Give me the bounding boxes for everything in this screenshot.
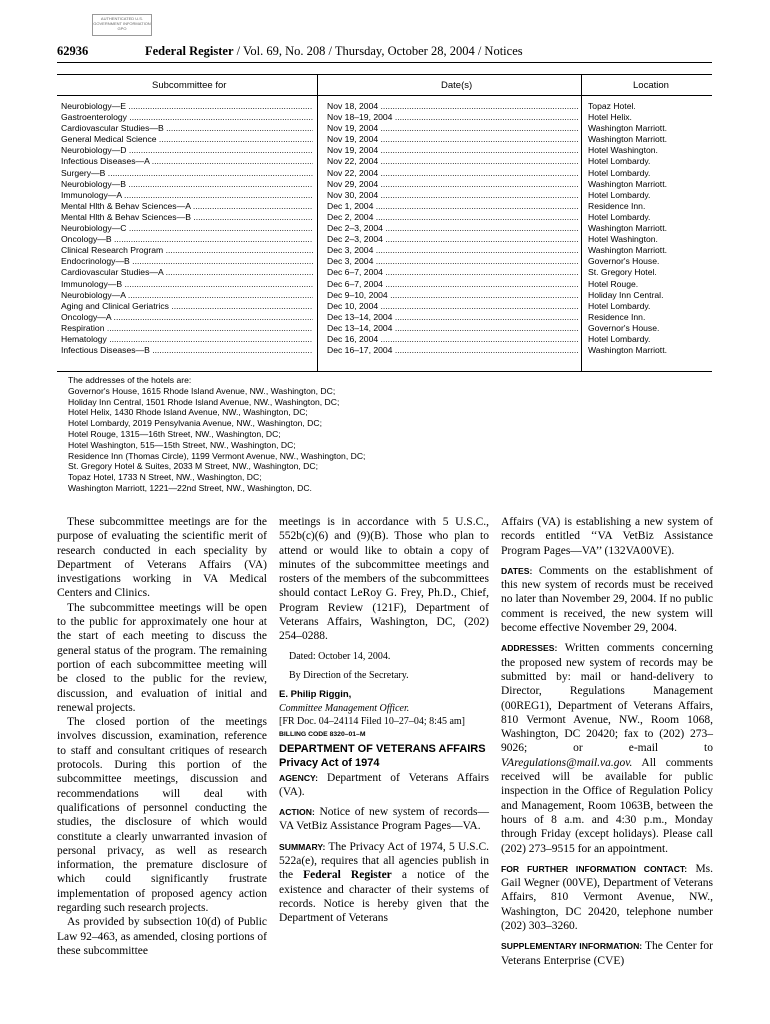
paragraph: Affairs (VA) is establishing a new system of records entitled ‘‘VA VetBiz Assistance Program Pages—VA’’ (132VA00VE). (501, 516, 713, 557)
date-cell: Dec 3, 2004 ..... (327, 256, 578, 267)
location-cell: Hotel Lombardy. (588, 300, 651, 311)
agency-field (279, 771, 489, 800)
paragraph: As provided by subsection 10(d) of Public Law 92–463, as amended, closing portions of these subcommittee (57, 916, 267, 957)
date-cell: Nov 19, 2004 ..... (327, 134, 578, 145)
addresses-intro: The addresses of the hotels are: (68, 375, 192, 385)
subcommittee-cell: Neurobiology—D ..... (61, 145, 313, 156)
agency-value: Department of Veterans Affairs (VA). (279, 771, 490, 798)
supplementary-field (501, 939, 713, 968)
subcommittee-cell: Aging and Clinical Geriatrics ..... (61, 301, 313, 312)
summary-field (279, 840, 489, 926)
journal-name: Federal Register (145, 44, 234, 58)
table-row (57, 145, 712, 156)
subcommittee-cell: Infectious Diseases—A ..... (61, 156, 313, 167)
table-header (57, 75, 712, 96)
subcommittee-cell: Oncology—B ..... (61, 234, 313, 245)
supplementary-label: SUPPLEMENTARY INFORMATION: (501, 941, 643, 952)
addresses-field (501, 641, 713, 855)
date-cell: Dec 16–17, 2004 ..... (327, 345, 578, 356)
hotel-address-line: Hotel Lombardy, 2019 Pensylvania Avenue, NW., Washington, DC; (68, 418, 322, 429)
location-cell: Hotel Washington. (588, 145, 658, 156)
hotel-address-line: Washington Marriott, 1221—22nd Street, NW., Washington, DC. (68, 482, 312, 493)
location-cell: Hotel Lombardy. (588, 167, 651, 178)
subcommittee-cell: Infectious Diseases—B ..... (61, 345, 313, 356)
table-row (57, 323, 712, 334)
location-cell: Hotel Helix. (588, 112, 632, 123)
location-cell: Topaz Hotel. (588, 101, 636, 111)
direction-line: By Direction of the Secretary. (289, 669, 409, 681)
location-cell: Washington Marriott. (588, 245, 667, 256)
issue-info: / Vol. 69, No. 208 / Thursday, October 28, 2004 / Notices (233, 44, 523, 58)
subcommittee-cell: Neurobiology—E ..... (61, 101, 313, 112)
dates-value: Comments on the establishment of this new system of records must be received no later than November 29, 2004. If no public comment is received, the new system will become effective November 29, 2004. (501, 564, 714, 635)
table-row (57, 201, 712, 212)
table-row (57, 267, 712, 278)
email-address[interactable]: VAregulations@mail.va.gov. (501, 756, 633, 769)
location-cell: Holiday Inn Central. (588, 289, 664, 300)
hotel-address-line: Residence Inn (Thomas Circle), 1199 Vermont Avenue, NW., Washington, DC; (68, 450, 366, 461)
subcommittee-cell: Mental Hlth & Behav Sciences—A ..... (61, 201, 313, 212)
column-header: Date(s) (441, 80, 473, 91)
table-row (57, 168, 712, 179)
paragraph: These subcommittee meetings are for the purpose of evaluating the scientific merit of research conducted in each speciality by Department of Veterans Affairs (VA) investigations working in VA Medical Centers and Clinics. (57, 516, 267, 600)
contact-value: Ms. Gail Wegner (00VE), Department of Veterans Affairs, 810 Vermont Avenue, NW., Washington, DC 20420, telephone number (202) 303–3260. (501, 862, 714, 933)
date-cell: Dec 9–10, 2004 ..... (327, 290, 578, 301)
table-row (57, 212, 712, 223)
subcommittee-cell: Immunology—B ..... (61, 279, 313, 290)
hotel-address-line: Holiday Inn Central, 1501 Rhode Island Avenue, NW., Washington, DC; (68, 396, 340, 407)
dates-field (501, 564, 713, 635)
hotel-address-line: Hotel Rouge, 1315—16th Street, NW., Washington, DC; (68, 428, 281, 439)
running-title (145, 44, 523, 59)
date-cell: Dec 6–7, 2004 ..... (327, 267, 578, 278)
date-cell: Dec 16, 2004 ..... (327, 334, 578, 345)
location-cell: Washington Marriott. (588, 134, 667, 145)
table-row (57, 290, 712, 301)
location-cell: Hotel Washington. (588, 234, 658, 245)
hotel-address-line: Hotel Helix, 1430 Rhode Island Avenue, NW., Washington, DC; (68, 407, 308, 418)
hotel-addresses (68, 375, 628, 494)
date-cell: Dec 13–14, 2004 ..... (327, 323, 578, 334)
hotel-address-line: Governor's House, 1615 Rhode Island Avenue, NW., Washington, DC; (68, 385, 336, 396)
summary-label: SUMMARY: (279, 841, 326, 852)
subcommittee-cell: Oncology—A ..... (61, 312, 313, 323)
table-row (57, 101, 712, 112)
column-2 (279, 515, 489, 926)
subcommittee-cell: General Medical Science ..... (61, 134, 313, 145)
gpo-authentication-logo: AUTHENTICATED U.S. GOVERNMENT INFORMATION GPO (92, 14, 152, 36)
table-row (57, 179, 712, 190)
agency-heading: DEPARTMENT OF VETERANS AFFAIRS (279, 743, 486, 756)
subcommittee-cell: Respiration ..... (61, 323, 313, 334)
date-cell: Nov 19, 2004 ..... (327, 145, 578, 156)
column-3 (501, 515, 713, 968)
location-cell: Hotel Lombardy. (588, 211, 651, 222)
location-cell: Hotel Rouge. (588, 278, 639, 289)
hotel-address-line: St. Gregory Hotel & Suites, 2033 M Street, NW., Washington, DC; (68, 461, 318, 472)
page-number: 62936 (57, 44, 89, 58)
location-cell: Governor's House. (588, 256, 660, 267)
location-cell: Residence Inn. (588, 311, 646, 322)
table-row (57, 279, 712, 290)
subcommittee-table (57, 75, 712, 356)
date-cell: Dec 6–7, 2004 ..... (327, 279, 578, 290)
subcommittee-cell: Mental Hlth & Behav Sciences—B ..... (61, 212, 313, 223)
location-cell: Washington Marriott. (588, 123, 667, 134)
subcommittee-cell: Cardiovascular Studies—A ..... (61, 267, 313, 278)
location-cell: Hotel Lombardy. (588, 333, 651, 344)
date-cell: Dec 2, 2004 ..... (327, 212, 578, 223)
contact-field (501, 862, 713, 933)
subcommittee-cell: Gastroenterology ..... (61, 112, 313, 123)
hotel-address-line: Topaz Hotel, 1733 N Street, NW., Washington, DC; (68, 472, 262, 483)
table-row (57, 223, 712, 234)
fr-doc-line: [FR Doc. 04–24114 Filed 10–27–04; 8:45 am] (279, 715, 466, 727)
date-cell: Dec 1, 2004 ..... (327, 201, 578, 212)
date-cell: Nov 29, 2004 ..... (327, 179, 578, 190)
table-body (57, 96, 712, 356)
contact-label: FOR FURTHER INFORMATION CONTACT: (501, 863, 688, 874)
location-cell: Washington Marriott. (588, 345, 667, 356)
addresses-label: ADDRESSES: (501, 643, 558, 654)
header-rule (57, 62, 712, 63)
date-cell: Nov 18, 2004 ..... (327, 101, 578, 112)
action-label: ACTION: (279, 807, 315, 818)
table-row (57, 112, 712, 123)
subcommittee-cell: Hematology ..... (61, 334, 313, 345)
addresses-text: Written comments concerning the proposed new system of records may be submitted by: mail or hand-delivery to Director, Regulations Management (00REG1), Department of Veterans Affairs, 810 Vermont Avenue, NW., Room 1068, Washington, DC 20420; fax to (202) 273–9026; or e-mail to (501, 642, 713, 755)
location-cell: Hotel Lombardy. (588, 189, 651, 200)
location-cell: Washington Marriott. (588, 223, 667, 234)
paragraph: The subcommittee meetings will be open to the public for approximately one hour at the start of each meeting to discuss the general status of the program. The remaining portion of each subcommittee meeting will be closed to the public for the review, discussion, and evaluation of initial and renewal projects. (57, 601, 267, 714)
table-row (57, 134, 712, 145)
subcommittee-cell: Immunology—A ..... (61, 190, 313, 201)
subcommittee-cell: Neurobiology—C ..... (61, 223, 313, 234)
table-row (57, 345, 712, 356)
summary-text: a notice of the existence and character of their systems of records. Notice is hereby given that the Department of Veterans (279, 869, 489, 925)
signer-title: Committee Management Officer. (279, 702, 410, 714)
date-cell: Nov 22, 2004 ..... (327, 168, 578, 179)
subcommittee-cell: Neurobiology—A ..... (61, 290, 313, 301)
paragraph: meetings is in accordance with 5 U.S.C., 552b(c)(6) and (9)(B). Those who plan to attend or would like to obtain a copy of minutes of the subcommittee meetings and rosters of the members of the subcommittees should contact LeRoy G. Frey, Ph.D., Chief, Program Review (121F), Department of Veterans Affairs, Washington, DC, (202) 254–0288. (279, 516, 489, 643)
table-bottom-rule (57, 371, 712, 372)
table-row (57, 256, 712, 267)
date-cell: Nov 30, 2004 ..... (327, 190, 578, 201)
supplementary-text: The Center for Veterans Enterprise (CVE) (501, 940, 713, 967)
location-cell: Washington Marriott. (588, 178, 667, 189)
table-row (57, 190, 712, 201)
date-cell: Dec 13–14, 2004 ..... (327, 312, 578, 323)
subcommittee-cell: Cardiovascular Studies—B ..... (61, 123, 313, 134)
table-row (57, 156, 712, 167)
location-cell: Hotel Lombardy. (588, 156, 651, 167)
subcommittee-cell: Surgery—B ..... (61, 168, 313, 179)
table-row (57, 312, 712, 323)
table-row (57, 301, 712, 312)
subcommittee-cell: Clinical Research Program ..... (61, 245, 313, 256)
table-row (57, 123, 712, 134)
table-row (57, 245, 712, 256)
column-header: Subcommittee for (152, 80, 227, 91)
signer-name: E. Philip Riggin, (279, 688, 352, 700)
subcommittee-cell: Endocrinology—B ..... (61, 256, 313, 267)
document-subject: Privacy Act of 1974 (279, 757, 380, 770)
paragraph: The closed portion of the meetings involves discussion, examination, reference to staff and consultant critiques of research protocols. During this portion of the subcommittee meetings, discussion and recommendations will deal with qualifications of personnel conducting the studies, the disclosure of which would constitute a clearly unwarranted invasion of personal privacy, as well as research information, the premature disclosure of which could significantly frustrate implementation of proposed agency action regarding such research projects. (57, 716, 267, 915)
dates-label: DATES: (501, 565, 533, 576)
column-header: Location (633, 80, 669, 91)
addresses-text: All comments received will be available for public inspection in the Office of Regulation Policy and Management, Room 1063B, between the hours of 8 a.m. and 4:30 p.m., Monday through Friday (except holidays). Please call (202) 273–9515 for an appointment. (501, 756, 713, 855)
agency-label: AGENCY: (279, 772, 318, 783)
location-cell: Residence Inn. (588, 200, 646, 211)
dated-line: Dated: October 14, 2004. (289, 650, 391, 662)
table-row (57, 234, 712, 245)
location-cell: Governor's House. (588, 322, 660, 333)
summary-text: The Privacy Act of 1974, 5 U.S.C. 522a(e), requires that all agencies publish in the (279, 840, 489, 882)
subcommittee-cell: Neurobiology—B ..... (61, 179, 313, 190)
federal-register-ref: Federal Register (303, 869, 392, 882)
date-cell: Nov 22, 2004 ..... (327, 156, 578, 167)
table-row (57, 334, 712, 345)
page-header (57, 44, 712, 60)
date-cell: Dec 10, 2004 ..... (327, 301, 578, 312)
action-value: Notice of new system of records—VA VetBiz Assistance Program Pages—VA. (279, 806, 489, 833)
date-cell: Dec 2–3, 2004 ..... (327, 234, 578, 245)
date-cell: Dec 2–3, 2004 ..... (327, 223, 578, 234)
column-1 (57, 515, 267, 958)
location-cell: St. Gregory Hotel. (588, 267, 657, 278)
date-cell: Nov 19, 2004 ..... (327, 123, 578, 134)
hotel-address-line: Hotel Washington, 515—15th Street, NW., Washington, DC; (68, 439, 296, 450)
date-cell: Nov 18–19, 2004 ..... (327, 112, 578, 123)
date-cell: Dec 3, 2004 ..... (327, 245, 578, 256)
billing-code: BILLING CODE 8320–01–M (279, 730, 366, 738)
action-field (279, 805, 489, 834)
